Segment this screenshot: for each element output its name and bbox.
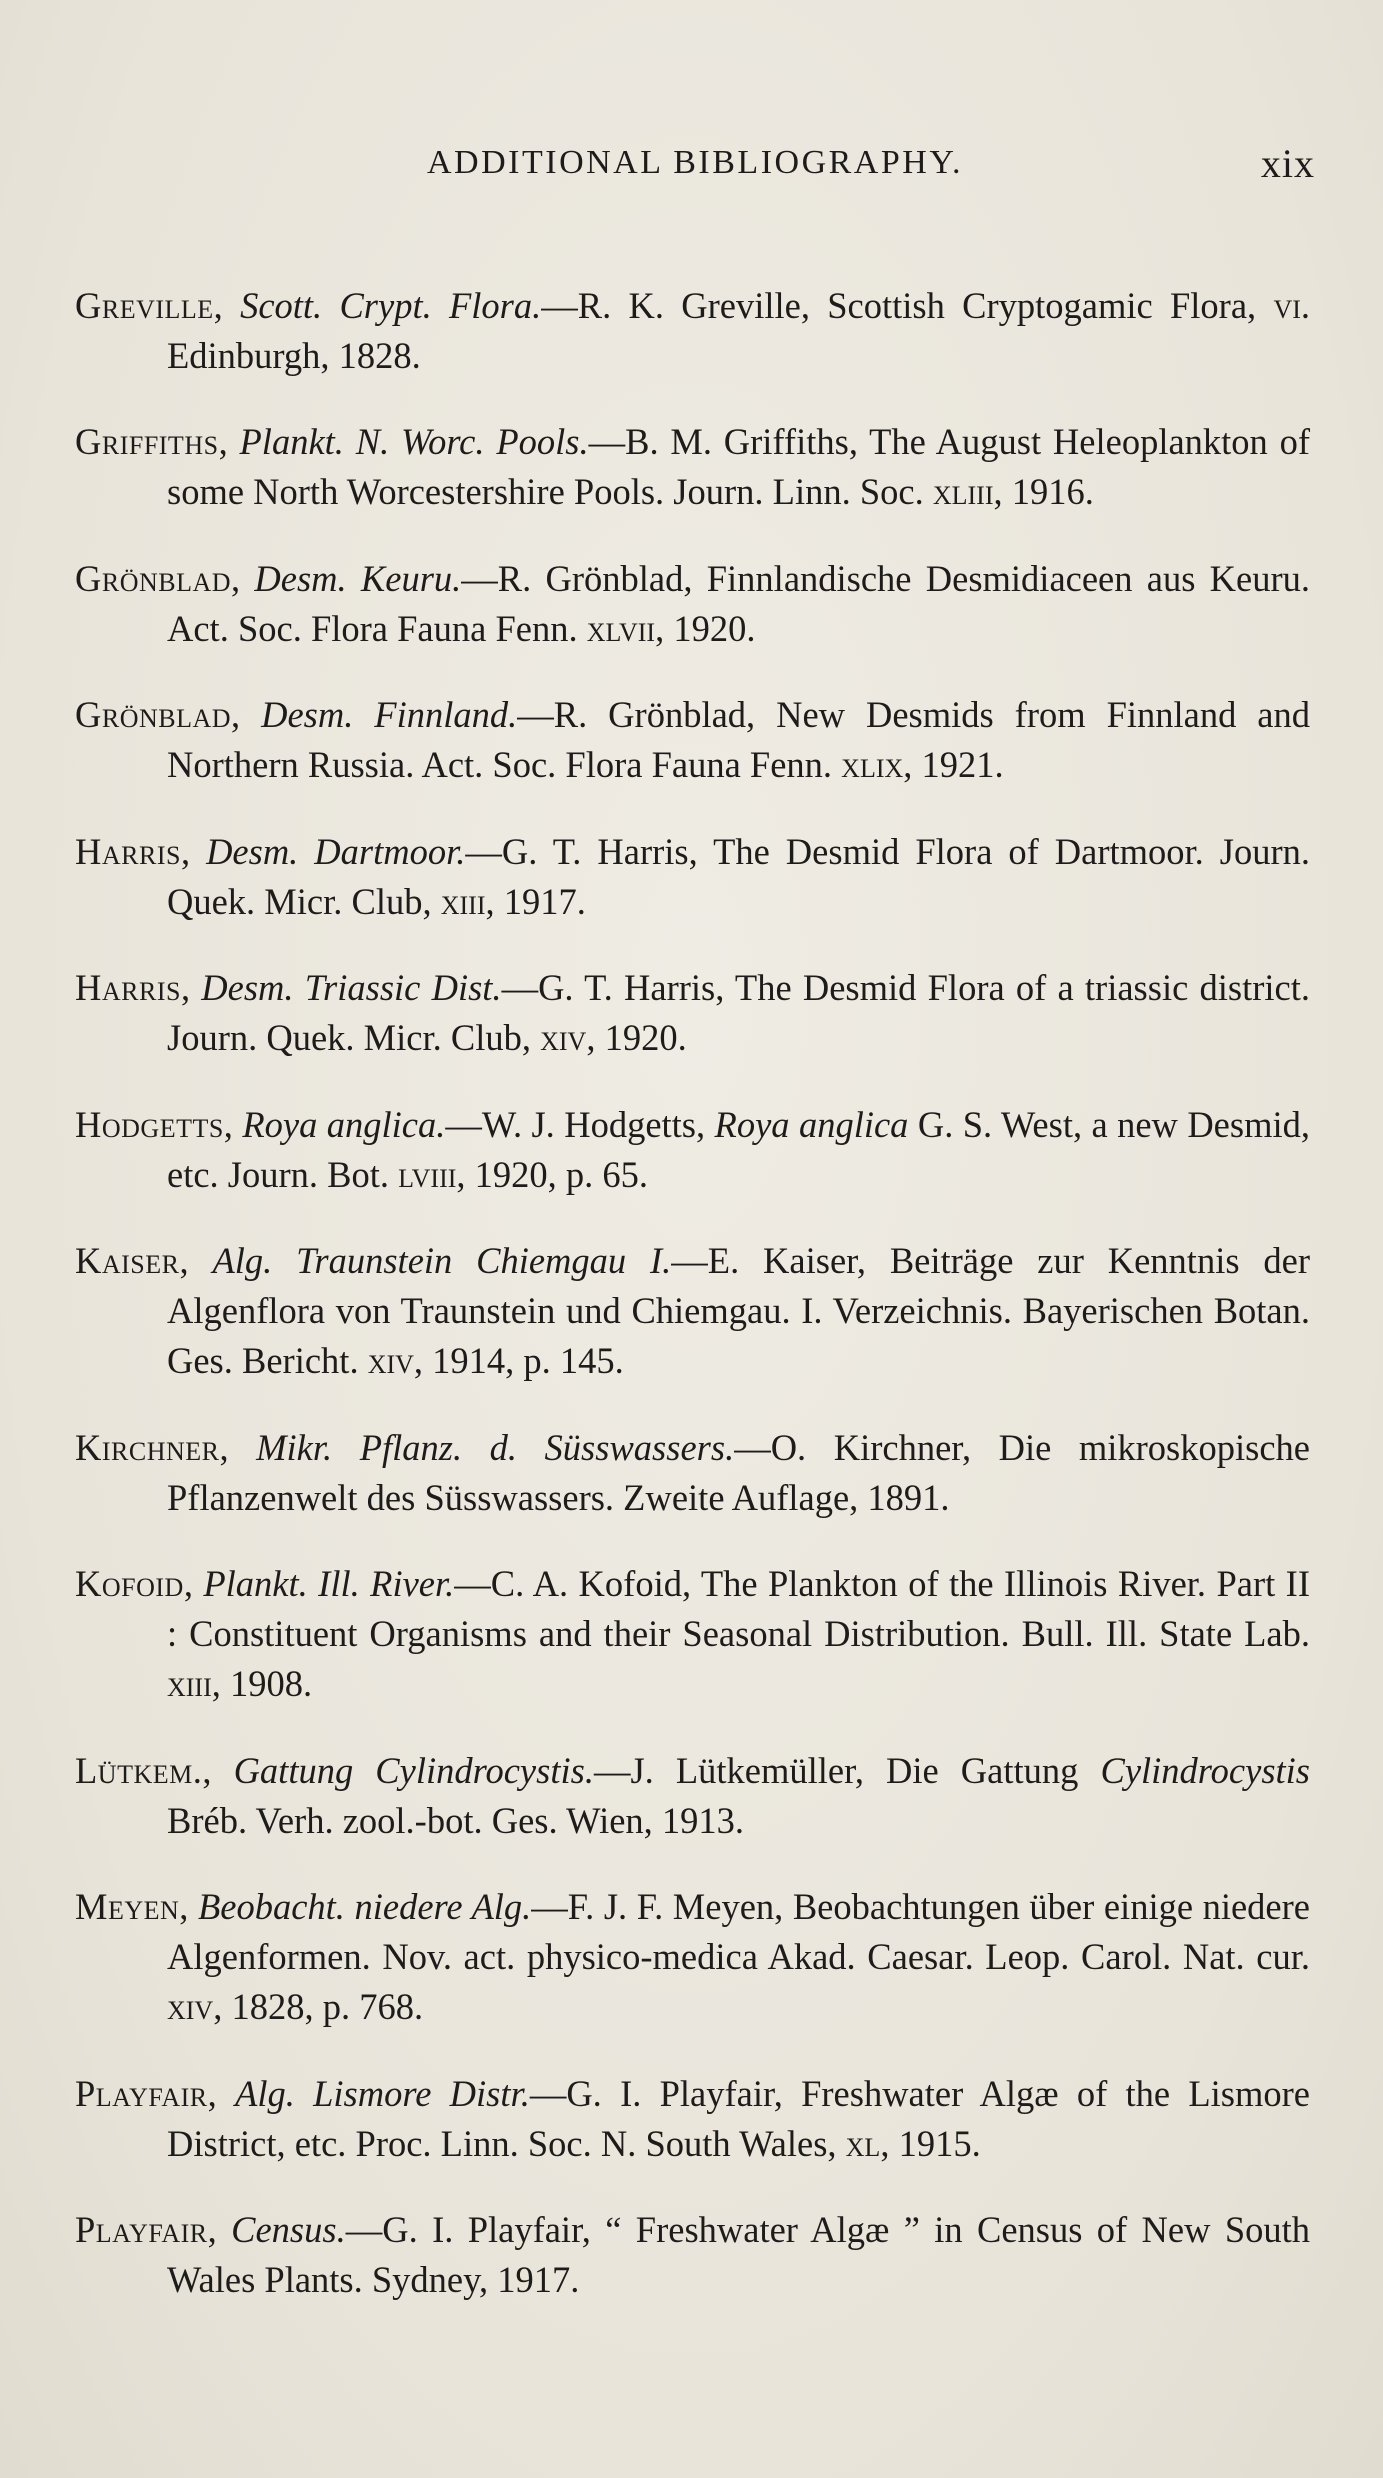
entry-author: Hodgetts [75,1103,224,1145]
entry-citation-end: , 1908. [211,1663,313,1704]
entry-short-title: Gattung Cylindrocystis. [233,1749,594,1791]
entry-genus-name: Cylindrocystis [1100,1749,1311,1791]
entry-citation: —W. J. Hodgetts, [445,1103,715,1145]
entry-author: Meyen [75,1886,180,1927]
entry-citation: —C. A. Kofoid, The Plankton of the Illinois River. Part II : Constituent Organisms and their Seasonal Distribution. Bull. Ill. State Lab. [167,1563,1310,1654]
entry-volume: xlix [841,744,904,785]
entry-author: Harris [75,830,181,872]
bibliography-entry: Kofoid, Plankt. Ill. River.—C. A. Kofoid, The Plankton of the Illinois River. Part II : Constituent Organisms and their Seasonal Distribution. Bull. Ill. State Lab. xiii, 1908. [75,1563,1310,1704]
entry-short-title: Desm. Dartmoor. [206,830,466,872]
entry-citation: —J. Lütkemüller, Die Gattung [593,1749,1101,1791]
entry-citation-end: , 1828, p. 768. [213,1986,424,2027]
entry-citation-end: , 1921. [903,744,1004,785]
entry-citation: —R. Grönblad, New Desmids from Finnland and Northern Russia. Act. Soc. Flora Fauna Fenn. [167,694,1311,785]
entry-volume: vi [1273,284,1301,326]
bibliography-entry: Griffiths, Plankt. N. Worc. Pools.—B. M. Griffiths, The August Heleoplankton of some North Worcestershire Pools. Journ. Linn. Soc. xliii, 1916. [75,421,1311,512]
entry-volume: xiv [367,1340,414,1381]
entry-citation-end: , 1916. [993,471,1094,512]
running-head [75,140,1315,200]
entry-citation: —G. T. Harris, The Desmid Flora of Dartmoor. Journ. Quek. Micr. Club, [167,830,1310,922]
entry-volume: xlvii [586,607,656,649]
entry-citation: —F. J. F. Meyen, Beobachtungen über einige niedere Algenformen. Nov. act. physico-medica Akad. Caesar. Leop. Carol. Nat. cur. [167,1886,1310,1977]
bibliography-entry: Grönblad, Desm. Keuru.—R. Grönblad, Finnlandische Desmidiaceen aus Keuru. Act. Soc. Flora Fauna Fenn. xlvii, 1920. [75,557,1310,649]
entry-citation-end: , 1915. [880,2122,981,2164]
entry-author: Greville [75,284,214,326]
bibliography-entry: Kirchner, Mikr. Pflanz. d. Süsswassers.—O. Kirchner, Die mikroskopische Pflanzenwelt des Süsswassers. Zweite Auflage, 1891. [75,1426,1310,1518]
entry-author: Playfair [75,2072,208,2114]
entry-volume: xiv [167,1986,214,2027]
page-title: ADDITIONAL BIBLIOGRAPHY. [427,144,963,181]
entry-citation: —G. I. Playfair, “ Freshwater Algæ ” in Census of New South Wales Plants. Sydney, 1917. [167,2209,1311,2300]
entry-citation-end: , 1914, p. 145. [413,1340,624,1381]
entry-short-title: Desm. Keuru. [254,557,462,599]
entry-author: Kofoid [75,1563,184,1604]
entry-author: Kirchner [75,1426,220,1468]
entry-citation-mid: Bréb. Verh. zool.-bot. Ges. Wien, 1913. [167,1799,745,1841]
entry-short-title: Desm. Triassic Dist. [201,967,502,1008]
entry-short-title: Alg. Traunstein Chiemgau I. [212,1240,672,1281]
entry-volume: xiii [440,880,486,922]
page-number: xix [1260,141,1315,186]
entry-short-title: Roya anglica. [242,1103,446,1145]
entry-volume: lviii [398,1153,457,1195]
bibliography-entry: Harris, Desm. Dartmoor.—G. T. Harris, The Desmid Flora of Dartmoor. Journ. Quek. Micr. Club, xiii, 1917. [75,830,1310,922]
entry-short-title: Plankt. Ill. River. [203,1563,455,1604]
entry-volume: xliii [932,471,994,512]
bibliography-entry: Greville, Scott. Crypt. Flora.—R. K. Greville, Scottish Cryptogamic Flora, vi. Edinburgh, 1828. [75,284,1311,376]
entry-citation-end: , 1920. [586,1017,687,1058]
entry-short-title: Census. [231,2209,346,2250]
entry-author: Kaiser [75,1240,180,1281]
entry-citation: —E. Kaiser, Beiträge zur Kenntnis der Algenflora von Traunstein und Chiemgau. I. Verzeichnis. Bayerischen Botan. Ges. Bericht. [167,1240,1310,1381]
entry-citation-end: , 1920, p. 65. [456,1153,649,1195]
entry-citation-mid: G. S. West, a new Desmid, etc. Journ. Bot. [167,1103,1310,1195]
bibliography-entry: Kaiser, Alg. Traunstein Chiemgau I.—E. Kaiser, Beiträge zur Kenntnis der Algenflora von Traunstein und Chiemgau. I. Verzeichnis. Bayerischen Botan. Ges. Bericht. xiv, 1914, p. 145. [75,1240,1310,1381]
entry-citation: —B. M. Griffiths, The August Heleoplankton of some North Worcestershire Pools. Journ. Linn. Soc. [167,421,1311,512]
entry-volume: xiv [540,1017,587,1058]
entry-short-title: Alg. Lismore Distr. [235,2072,530,2114]
entry-citation: —R. Grönblad, Finnlandische Desmidiaceen aus Keuru. Act. Soc. Flora Fauna Fenn. [167,557,1310,649]
entry-author: Griffiths [75,421,219,462]
entry-author: Playfair [75,2209,208,2250]
entry-short-title: Scott. Crypt. Flora. [240,284,542,326]
entry-citation-end: , 1920. [655,607,756,649]
entry-author: Grönblad [75,557,232,599]
bibliography-entry: Meyen, Beobacht. niedere Alg.—F. J. F. Meyen, Beobachtungen über einige niedere Algenformen. Nov. act. physico-medica Akad. Caesar. Leop. Carol. Nat. cur. xiv, 1828, p. 768. [75,1886,1310,2027]
entry-short-title: Plankt. N. Worc. Pools. [239,421,589,462]
bibliography-entry: Playfair, Census.—G. I. Playfair, “ Freshwater Algæ ” in Census of New South Wales Plants. Sydney, 1917. [75,2209,1311,2300]
entry-short-title: Beobacht. niedere Alg. [197,1886,532,1927]
bibliography-entry: Lütkem., Gattung Cylindrocystis.—J. Lütkemüller, Die Gattung Cylindrocystis Bréb. Verh. zool.-bot. Ges. Wien, 1913. [75,1749,1311,1841]
entry-citation-end: , 1917. [485,880,586,922]
entry-author: Lütkem. [75,1749,203,1791]
bibliography-entry: Harris, Desm. Triassic Dist.—G. T. Harris, The Desmid Flora of a triassic district. Journ. Quek. Micr. Club, xiv, 1920. [75,967,1311,1058]
entry-citation: —O. Kirchner, Die mikroskopische Pflanzenwelt des Süsswassers. Zweite Auflage, 1891. [167,1426,1310,1518]
entry-species-name: Roya anglica [714,1103,909,1145]
entry-short-title: Mikr. Pflanz. d. Süsswassers. [256,1426,735,1468]
bibliography-entry: Grönblad, Desm. Finnland.—R. Grönblad, New Desmids from Finnland and Northern Russia. Act. Soc. Flora Fauna Fenn. xlix, 1921. [75,694,1311,785]
entry-author: Harris [75,967,181,1008]
entry-citation: —G. T. Harris, The Desmid Flora of a triassic district. Journ. Quek. Micr. Club, [167,967,1311,1058]
bibliography-entry: Playfair, Alg. Lismore Distr.—G. I. Playfair, Freshwater Algæ of the Lismore District, etc. Proc. Linn. Soc. N. South Wales, xl, 1915. [75,2072,1311,2164]
entry-volume: xiii [167,1663,212,1704]
bibliography-list [75,244,1310,2327]
entry-citation: —G. I. Playfair, Freshwater Algæ of the Lismore District, etc. Proc. Linn. Soc. N. South Wales, [167,2072,1311,2164]
bibliography-entry: Hodgetts, Roya anglica.—W. J. Hodgetts, Roya anglica G. S. West, a new Desmid, etc. Journ. Bot. lviii, 1920, p. 65. [75,1103,1310,1195]
entry-short-title: Desm. Finnland. [261,694,518,735]
entry-volume: xl [845,2122,881,2164]
entry-citation: —R. K. Greville, Scottish Cryptogamic Flora, [541,284,1274,326]
entry-citation-end: . Edinburgh, 1828. [167,284,1311,376]
entry-author: Grönblad [75,694,232,735]
